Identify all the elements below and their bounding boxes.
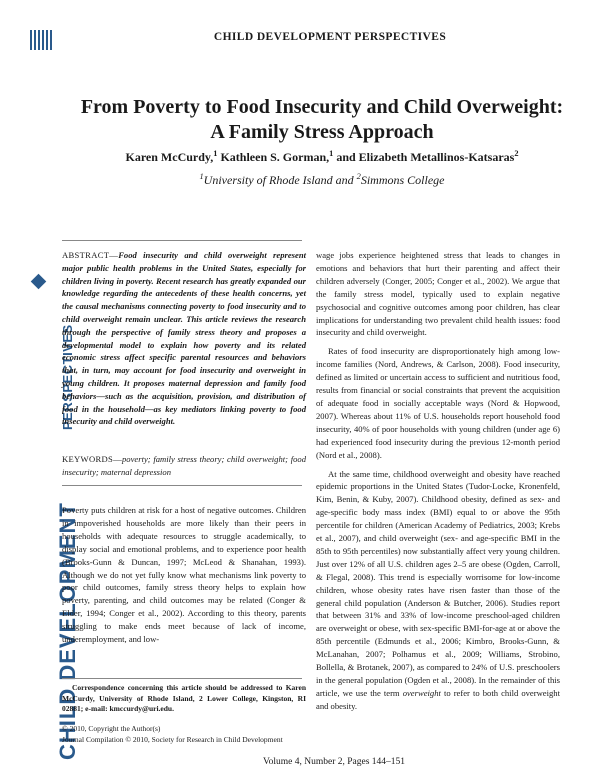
affil-2-mark: 2 bbox=[356, 172, 361, 181]
journal-sidebar bbox=[0, 0, 28, 776]
author-1: Karen McCurdy, bbox=[125, 150, 214, 164]
page-citation: Volume 4, Number 2, Pages 144–151 bbox=[262, 757, 406, 767]
abstract-bottom-rule bbox=[62, 485, 302, 486]
keywords-text: poverty; family stress theory; child overweight; food insecurity; maternal depression bbox=[62, 454, 306, 477]
copyright-line-2: Journal Compilation © 2010, Society for Research in Child Development bbox=[62, 734, 283, 744]
abstract bbox=[62, 249, 306, 428]
author-3-affil: 2 bbox=[514, 149, 519, 158]
author-2: Kathleen S. Gorman, bbox=[217, 150, 330, 164]
abstract-text: Food insecurity and child overweight represent major public health problems in the United States, especially for children living in poverty. Recent research has greatly expanded our knowledge regarding the antecedents of these health concerns, yet the causal mechanisms connecting poverty to food insecurity and to child overweight remain unclear. This article reviews the research through the perspective of family stress theory and proposes a developmental model to explain how poverty and its related economic stress affect specific parental resources and behaviors that, in turn, may account for food insecurity and overweight in young children. It proposes maternal depression and family food behaviors—such as the acquisition, provision, and distribution of food in the household—as key mediators linking poverty to food insecurity and child overweight. bbox=[62, 250, 306, 427]
sidebar-journal-name: CHILD DEVELOPMENT bbox=[55, 502, 80, 760]
body-paragraph: At the same time, childhood overweight and obesity have reached epidemic proportions in the United States (Tudor-Locke, Kronenfeld, Kim, Benin, & Kuby, 2007). Childhood obesity, defined as sex- and age-specific body mass index (BMI) equal to or above the 95th percentile for children (American Academy of Pediatrics, 2003; Krebs et al., 2007), and child overweight (sex- and age-specific BMI in the 85th to 95th percentiles) now substantially affect very young children. Just over 12% of all U.S. children ages 2–5 are obese (Ogden, Carroll, & Flegal, 2008). This trend is especially worrisome for low-income children, whose obesity rates have risen faster than those of the general child population (Anderson & Butcher, 2006). Studies report that between 31% and 33% of low-income preschool-aged children are overweight or obese, with sex-specific BMI-for-age at or above the 85th percentile (Edmunds et al., 2006; Kimbro, Brooks-Gunn, & McLanahan, 2007; Polhamus et al., 2009; Williams, Strobino, Bollella, & Brotanek, 2007), as compared to 24% of U.S. preschoolers in the general population (Ogden et al., 2008). In the remainder of this article, we use the term overweight to refer to both child overweight and obesity. bbox=[316, 468, 560, 711]
footnote-rule bbox=[62, 678, 302, 679]
sidebar-stripe-decoration bbox=[30, 30, 52, 50]
body-paragraph: wage jobs experience heightened stress that leads to changes in emotions and behaviors that hurt their parenting and affect their children adversely (Conger, 2005; Conger et al., 2002). We argue that the family stress model, typically used to explain negative psychosocial and cognitive outcomes among poor children, has clear implications for understanding two prevalent child health issues: food insecurity and child overweight. bbox=[316, 250, 560, 338]
body-paragraph: Rates of food insecurity are disproportionately high among low-income families (Nord, Andrews, & Carlson, 2008). Food insecurity, defined as limited or uncertain access to sufficient and nutritious food, results from financial or social constraints that prevent the acquisition of adequate food in socially acceptable ways (Nord & Hopwood, 2007). Whereas about 11% of U.S. households report household food insecurity, 40% of poor households with young children (under age 6) had experienced food insecurity during the previous 12-month period (Nord et al., 2008). bbox=[316, 346, 560, 460]
keywords-label: KEYWORDS— bbox=[62, 454, 122, 464]
author-3: and Elizabeth Metallinos-Katsaras bbox=[333, 150, 515, 164]
author-1-affil: 1 bbox=[213, 149, 218, 158]
body-paragraph: Poverty puts children at risk for a host of negative outcomes. Children in impoverished households are more likely than their peers in households with adequate resources to struggle academically, to display social and emotional problems, and to experience poor health (Brooks-Gunn & Duncan, 1997; McLeod & Shanahan, 1993). Although we do not yet fully know what mechanisms link poverty to poor child outcomes, family stress theory helps to explain how poverty, parenting, and child outcomes may be related (Conger & Elder, 1994; Conger et al., 2002). According to this theory, parents struggling to make ends meet because of lack of income, underemployment, and low- bbox=[62, 505, 306, 645]
copyright-notice bbox=[62, 724, 322, 745]
sidebar-perspectives-label: PERSPECTIVES bbox=[60, 324, 75, 430]
title-line-2: A Family Stress Approach bbox=[210, 121, 434, 143]
article-title bbox=[62, 95, 582, 145]
running-head: CHILD DEVELOPMENT PERSPECTIVES bbox=[213, 31, 447, 43]
keywords bbox=[62, 453, 306, 478]
affil-1-mark: 1 bbox=[199, 172, 204, 181]
affiliations bbox=[62, 173, 582, 188]
affil-2: Simmons College bbox=[360, 173, 445, 187]
copyright-line-1: © 2010, Copyright the Author(s) bbox=[62, 724, 161, 733]
body-column-2 bbox=[316, 249, 560, 719]
body-column-1 bbox=[62, 504, 306, 646]
abstract-top-rule bbox=[62, 240, 302, 241]
title-line-1: From Poverty to Food Insecurity and Child Overweight: bbox=[80, 96, 564, 118]
author-list bbox=[62, 150, 582, 165]
author-2-affil: 1 bbox=[329, 149, 334, 158]
abstract-label: ABSTRACT— bbox=[62, 250, 119, 260]
affil-1: University of Rhode Island and bbox=[203, 173, 357, 187]
correspondence-note: Correspondence concerning this article should be addressed to Karen McCurdy, University of Rhode Island, 2 Lower College, Kingston, RI 02881; e-mail: kmccurdy@uri.edu. bbox=[62, 683, 306, 713]
diamond-icon bbox=[31, 274, 47, 290]
